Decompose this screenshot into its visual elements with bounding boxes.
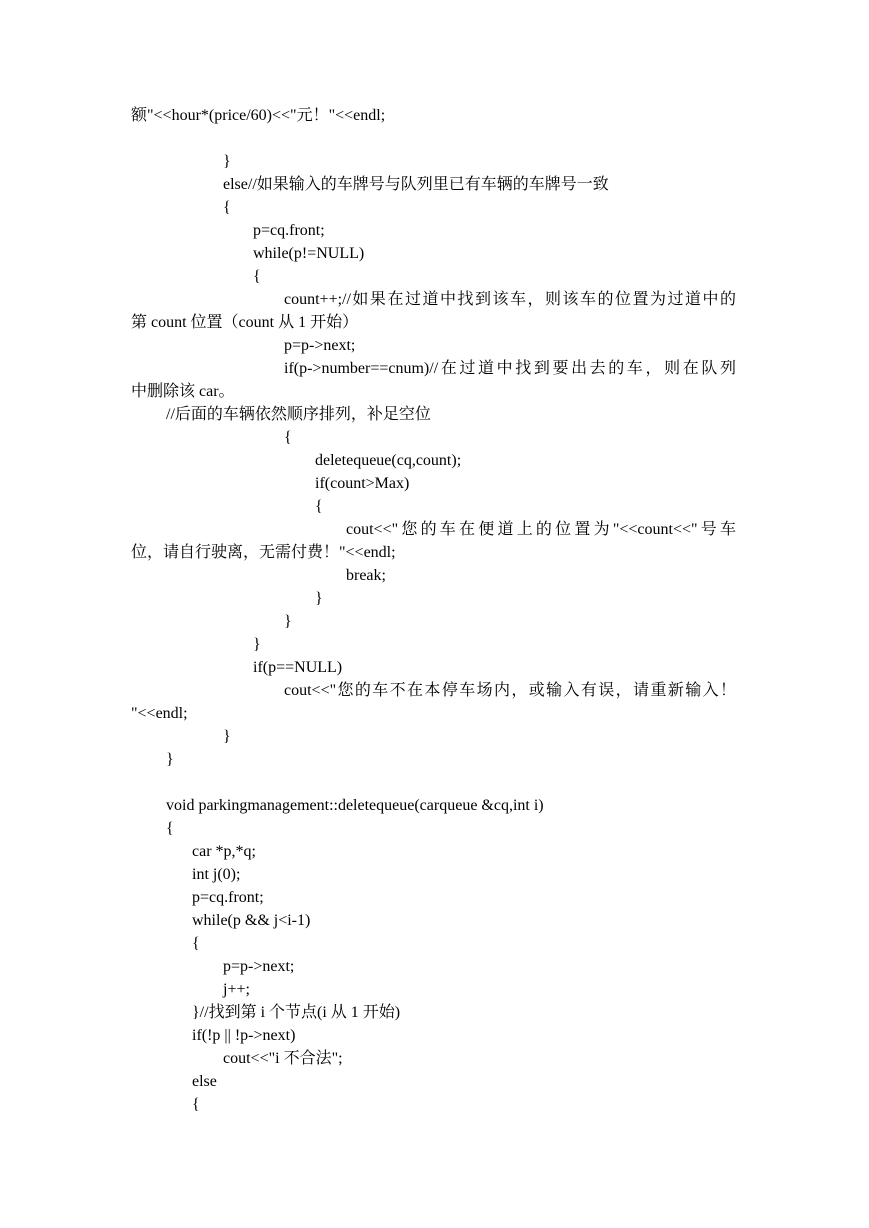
- code-line: {: [253, 268, 261, 285]
- code-line: 额"<<hour*(price/60)<<"元！"<<endl;: [131, 107, 386, 124]
- code-line: }: [284, 613, 292, 630]
- code-line: deletequeue(cq,count);: [315, 452, 462, 469]
- code-line: else//如果输入的车牌号与队列里已有车辆的车牌号一致: [223, 176, 609, 193]
- code-line: p=p->next;: [223, 958, 295, 975]
- code-comment: //后面的车辆依然顺序排列，补足空位: [166, 406, 431, 423]
- code-line: {: [223, 199, 231, 216]
- code-line: }: [166, 751, 174, 768]
- code-line: if(count>Max): [315, 475, 410, 492]
- code-line: }: [315, 590, 323, 607]
- code-line: p=cq.front;: [253, 222, 325, 239]
- code-line: if(!p || !p->next): [192, 1027, 296, 1044]
- code-line: cout<<"您的车在便道上的位置为"<<count<<"号车: [346, 521, 736, 538]
- code-line: int j(0);: [192, 866, 241, 883]
- code-line: break;: [346, 567, 386, 584]
- code-line: }: [253, 636, 261, 653]
- code-line: {: [192, 935, 200, 952]
- code-line: {: [315, 498, 323, 515]
- code-line: while(p && j<i-1): [192, 912, 311, 929]
- code-line: 位，请自行驶离，无需付费！"<<endl;: [131, 544, 396, 561]
- code-line: p=p->next;: [284, 337, 356, 354]
- code-line: {: [166, 820, 174, 837]
- code-line: void parkingmanagement::deletequeue(carqueue &cq,int i): [166, 797, 544, 814]
- code-line: }//找到第 i 个节点(i 从 1 开始): [192, 1004, 401, 1021]
- code-line: }: [223, 153, 231, 170]
- code-line: }: [223, 728, 231, 745]
- code-line: cout<<"i 不合法";: [223, 1050, 343, 1067]
- code-line: car *p,*q;: [192, 843, 256, 860]
- code-line: {: [284, 429, 292, 446]
- code-line: "<<endl;: [131, 705, 188, 722]
- code-line: if(p==NULL): [253, 659, 343, 676]
- code-line: {: [192, 1096, 200, 1113]
- code-line: j++;: [223, 981, 250, 998]
- code-line: p=cq.front;: [192, 889, 264, 906]
- code-line: else: [192, 1073, 217, 1090]
- code-line: 第 count 位置（count 从 1 开始）: [131, 314, 359, 331]
- code-line: if(p->number==cnum)//在过道中找到要出去的车，则在队列: [284, 360, 736, 377]
- code-line: while(p!=NULL): [253, 245, 365, 262]
- code-line: count++;//如果在过道中找到该车，则该车的位置为过道中的: [284, 291, 736, 308]
- code-line: 中删除该 car。: [131, 383, 235, 400]
- code-line: cout<<"您的车不在本停车场内，或输入有误，请重新输入！: [284, 682, 736, 699]
